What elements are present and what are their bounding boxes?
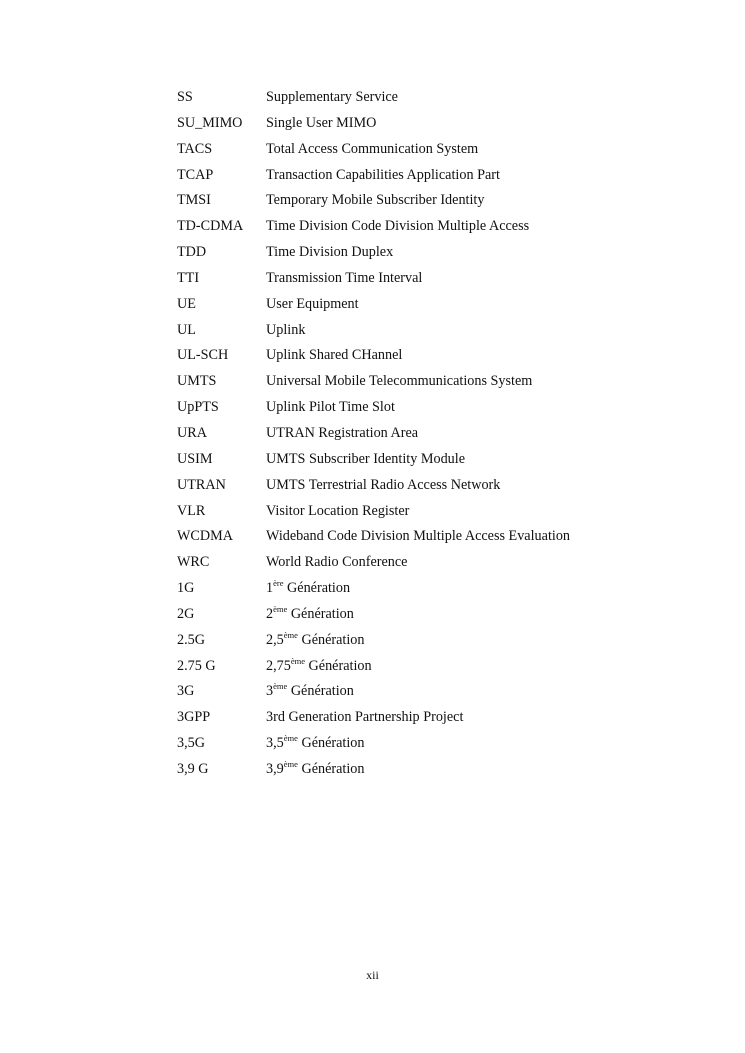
abbreviation-term: 3,5G (177, 735, 205, 752)
abbreviation-definition: Uplink Shared CHannel (266, 347, 403, 364)
abbreviation-row (177, 577, 657, 603)
abbreviation-term: TMSI (177, 192, 211, 209)
abbreviation-term: 1G (177, 580, 195, 597)
abbreviation-definition: Time Division Duplex (266, 244, 394, 261)
abbreviation-row (177, 603, 657, 629)
abbreviation-list (177, 86, 657, 784)
abbreviation-row (177, 655, 657, 681)
definition-prefix: 2,75 (266, 657, 291, 674)
abbreviation-row (177, 189, 657, 215)
abbreviation-definition: Transmission Time Interval (266, 269, 423, 286)
definition-prefix: 1 (266, 580, 274, 597)
abbreviation-definition (266, 732, 657, 754)
abbreviation-term: UL (177, 321, 196, 338)
abbreviation-definition: Uplink Pilot Time Slot (266, 399, 395, 416)
abbreviation-row (177, 112, 657, 138)
definition-suffix: Génération (283, 580, 351, 597)
definition-suffix: Génération (305, 657, 372, 674)
abbreviation-term: 2G (177, 605, 195, 622)
abbreviation-row (177, 396, 657, 422)
abbreviation-definition: Universal Mobile Telecommunications System (266, 373, 533, 390)
abbreviation-term: 3G (177, 683, 195, 700)
definition-suffix: Génération (297, 735, 365, 752)
definition-prefix: 2,5 (266, 631, 284, 648)
abbreviation-definition: Visitor Location Register (266, 502, 410, 519)
abbreviation-definition (266, 655, 657, 677)
abbreviation-definition: User Equipment (266, 295, 359, 312)
abbreviation-definition: Transaction Capabilities Application Part (266, 166, 500, 183)
abbreviation-definition (266, 758, 657, 780)
abbreviation-definition (266, 629, 657, 651)
abbreviation-row (177, 758, 657, 784)
abbreviation-term: TD-CDMA (177, 218, 244, 235)
abbreviation-term: SS (177, 89, 193, 105)
abbreviation-term: 2.5G (177, 631, 205, 648)
abbreviation-definition: 3rd Generation Partnership Project (266, 709, 464, 726)
abbreviation-term: TTI (177, 269, 200, 286)
abbreviation-term: 3GPP (177, 709, 211, 726)
abbreviation-definition: Time Division Code Division Multiple Access (266, 218, 530, 235)
definition-suffix: Génération (297, 760, 365, 777)
abbreviation-row (177, 138, 657, 164)
definition-superscript: ère (273, 578, 284, 589)
definition-suffix: Génération (287, 683, 354, 700)
abbreviation-definition: Temporary Mobile Subscriber Identity (266, 192, 485, 209)
abbreviation-definition: Single User MIMO (266, 114, 377, 131)
abbreviation-definition (266, 603, 657, 625)
abbreviation-term: UMTS (177, 373, 217, 390)
definition-superscript: ème (283, 733, 298, 744)
abbreviation-row (177, 500, 657, 526)
abbreviation-term: VLR (177, 502, 206, 519)
definition-prefix: 2 (266, 605, 274, 622)
abbreviation-term: USIM (177, 450, 213, 467)
definition-prefix: 3 (266, 683, 274, 700)
abbreviation-term: UpPTS (177, 399, 219, 416)
abbreviation-term: WCDMA (177, 528, 233, 545)
abbreviation-row (177, 267, 657, 293)
abbreviation-definition (266, 577, 657, 599)
abbreviation-row (177, 319, 657, 345)
definition-superscript: ème (283, 629, 298, 640)
abbreviation-row (177, 344, 657, 370)
abbreviation-row (177, 706, 657, 732)
abbreviation-term: 3,9 G (177, 760, 209, 777)
abbreviation-definition: Uplink (266, 321, 306, 338)
abbreviation-term: UL-SCH (177, 347, 229, 364)
abbreviation-row (177, 448, 657, 474)
abbreviation-term: URA (177, 424, 207, 441)
abbreviation-definition: Wideband Code Division Multiple Access Evaluation (266, 528, 571, 545)
abbreviation-row (177, 551, 657, 577)
page-number: xii (366, 968, 379, 982)
abbreviation-row (177, 241, 657, 267)
definition-suffix: Génération (287, 605, 354, 622)
definition-prefix: 3,9 (266, 760, 284, 777)
abbreviation-definition: World Radio Conference (266, 554, 408, 571)
definition-superscript: ème (290, 655, 305, 666)
abbreviation-row (177, 525, 657, 551)
definition-prefix: 3,5 (266, 735, 284, 752)
abbreviation-term: TACS (177, 140, 213, 157)
abbreviation-row (177, 474, 657, 500)
abbreviation-definition: UMTS Terrestrial Radio Access Network (266, 476, 501, 493)
abbreviation-definition (266, 680, 657, 702)
definition-superscript: ème (273, 681, 288, 692)
abbreviation-term: WRC (177, 554, 210, 571)
abbreviation-definition: UTRAN Registration Area (266, 424, 419, 441)
abbreviation-term: UTRAN (177, 476, 226, 493)
abbreviation-definition: Supplementary Service (266, 89, 398, 105)
abbreviation-definition: UMTS Subscriber Identity Module (266, 450, 465, 467)
abbreviation-term: UE (177, 295, 196, 312)
abbreviation-term: TCAP (177, 166, 214, 183)
abbreviation-row (177, 422, 657, 448)
definition-suffix: Génération (297, 631, 365, 648)
abbreviation-row (177, 370, 657, 396)
abbreviation-row (177, 732, 657, 758)
abbreviation-term: SU_MIMO (177, 114, 243, 131)
abbreviation-term: 2.75 G (177, 657, 216, 674)
abbreviation-row (177, 86, 657, 112)
definition-superscript: ème (273, 603, 288, 614)
definition-superscript: ème (283, 758, 298, 769)
abbreviation-row (177, 293, 657, 319)
abbreviation-term: TDD (177, 244, 207, 261)
abbreviation-row (177, 680, 657, 706)
abbreviation-definition: Total Access Communication System (266, 140, 479, 157)
abbreviation-row (177, 215, 657, 241)
abbreviation-row (177, 164, 657, 190)
abbreviation-row (177, 629, 657, 655)
